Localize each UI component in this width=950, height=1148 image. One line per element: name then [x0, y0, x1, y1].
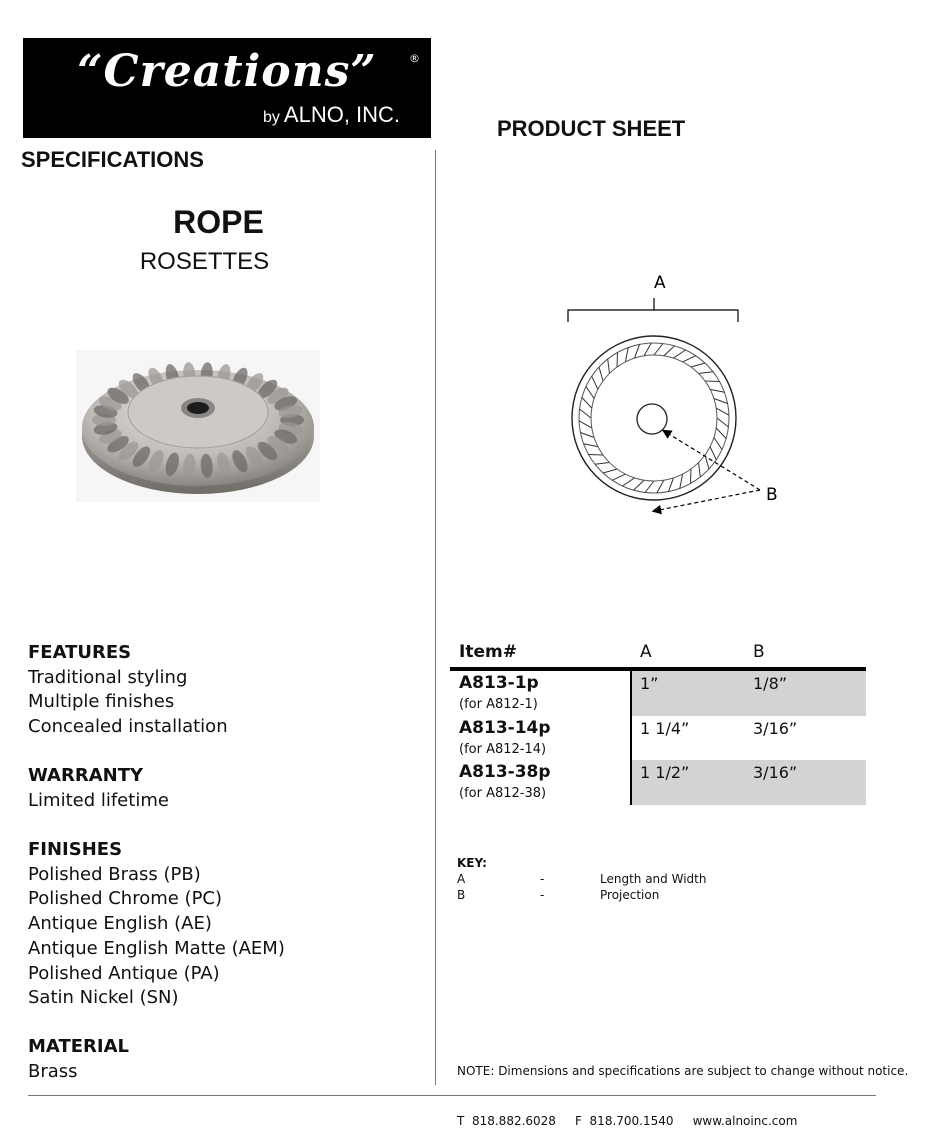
warranty-heading: WARRANTY: [28, 765, 144, 786]
brand-logo: [23, 38, 431, 138]
rope-twist: [680, 474, 683, 488]
rope-twist: [699, 463, 701, 478]
header-item: Item#: [459, 642, 517, 662]
features-section: [28, 641, 228, 740]
disclaimer-note: NOTE: Dimensions and specifications are subject to change without notice.: [457, 1064, 909, 1078]
rope-twist: [584, 444, 598, 447]
value-a: 1 1/4”: [640, 719, 690, 738]
value-b: 1/8”: [753, 674, 788, 693]
rope-twist: [699, 372, 714, 374]
key-dash: -: [540, 888, 545, 902]
rope-twist: [654, 344, 663, 356]
key-letter: B: [457, 888, 466, 902]
logo-registered-mark: ®: [409, 52, 420, 65]
rope-twist: [595, 463, 610, 465]
material-item: Brass: [28, 1060, 78, 1082]
rope-twist: [714, 399, 728, 404]
rope-twist: [716, 408, 729, 415]
rope-twist: [716, 428, 726, 439]
material-heading: MATERIAL: [28, 1036, 129, 1057]
warranty-section: [28, 764, 169, 813]
finish-item: Polished Antique (PA): [28, 962, 220, 984]
item-for: (for A812-14): [459, 742, 547, 757]
diagram-label-b: B: [766, 485, 778, 505]
dimension-diagram: [550, 268, 800, 528]
column-divider: [435, 150, 436, 1085]
rope-twist: [635, 344, 640, 358]
rope-twist: [592, 376, 598, 389]
product-photo: [76, 350, 320, 502]
rope-twist: [625, 348, 628, 362]
finishes-section: [28, 838, 285, 1011]
footer-fax: F 818.700.1540: [575, 1114, 674, 1128]
rope-twist: [645, 481, 654, 493]
item-number: A813-14p: [459, 718, 551, 738]
footer-divider: [28, 1095, 876, 1096]
rope-twist: [580, 433, 594, 438]
table-row: [450, 760, 866, 805]
header-b: B: [753, 642, 765, 662]
rope-twist: [623, 478, 635, 486]
specifications-heading: SPECIFICATIONS: [21, 147, 204, 172]
rope-twist: [608, 359, 610, 374]
key-row: [457, 887, 757, 903]
rope-twist: [586, 387, 594, 399]
rope-twist: [717, 418, 729, 427]
rope-twist: [589, 455, 604, 456]
warranty-item: Limited lifetime: [28, 789, 169, 811]
rope-twist: [669, 478, 674, 492]
item-for: (for A812-38): [459, 786, 547, 801]
rope-twist: [691, 469, 692, 484]
rope-twist: [710, 389, 724, 392]
footer-phone: T 818.882.6028: [457, 1114, 556, 1128]
feature-item: Traditional styling: [28, 666, 188, 688]
footer-contact: [457, 1114, 797, 1128]
feature-item: Concealed installation: [28, 716, 228, 738]
features-heading: FEATURES: [28, 642, 132, 663]
logo-byline: [263, 102, 400, 128]
finish-item: Satin Nickel (SN): [28, 987, 179, 1009]
product-title: ROPE: [173, 204, 264, 240]
rope-twist: [634, 480, 645, 490]
finish-item: Antique English Matte (AEM): [28, 937, 285, 959]
finish-item: Polished Chrome (PC): [28, 888, 223, 910]
table-row: [450, 716, 866, 761]
rope-twist: [579, 421, 592, 428]
rope-twist: [582, 398, 592, 409]
rope-twist: [710, 447, 716, 460]
feature-item: Multiple finishes: [28, 691, 175, 713]
rope-twist: [580, 409, 592, 418]
rope-twist: [617, 353, 618, 368]
key-description: Length and Width: [600, 872, 707, 886]
rope-twist: [674, 350, 686, 358]
product-subtitle: ROSETTES: [139, 248, 270, 275]
diagram-label-a: A: [654, 273, 666, 293]
rope-twist: [691, 363, 705, 367]
finish-item: Polished Brass (PB): [28, 863, 201, 885]
material-section: [28, 1035, 129, 1084]
key-title: KEY:: [457, 856, 487, 870]
key-letter: A: [457, 872, 466, 886]
logo-script: “Creations”: [77, 46, 377, 97]
value-b: 3/16”: [753, 763, 798, 782]
key-row: [457, 871, 757, 887]
key-dash: -: [540, 872, 545, 886]
key-description: Projection: [600, 888, 660, 902]
rope-twist: [683, 356, 696, 362]
rope-twist: [664, 346, 675, 356]
rope-twist: [705, 381, 720, 382]
rope-twist: [599, 367, 603, 381]
header-a: A: [640, 642, 652, 662]
table-row: [450, 671, 866, 716]
logo-company: ALNO, INC.: [283, 102, 401, 127]
footer-web[interactable]: www.alnoinc.com: [692, 1114, 798, 1128]
finishes-heading: FINISHES: [28, 839, 123, 860]
item-number: A813-38p: [459, 762, 551, 782]
value-a: 1 1/2”: [640, 763, 690, 782]
dimension-bracket: [568, 298, 738, 322]
rope-twist: [644, 343, 651, 356]
value-b: 3/16”: [753, 719, 798, 738]
item-number: A813-1p: [459, 673, 539, 693]
logo-by: by: [263, 109, 280, 126]
table-header: [450, 640, 866, 671]
rope-twist: [612, 474, 625, 480]
value-a: 1”: [640, 674, 659, 693]
product-sheet-heading: PRODUCT SHEET: [497, 116, 686, 141]
table-column-divider: [630, 671, 632, 805]
rope-twist: [657, 480, 664, 493]
finish-item: Antique English (AE): [28, 913, 212, 935]
rope-twist: [714, 438, 722, 450]
item-for: (for A812-1): [459, 697, 538, 712]
rope-twist: [603, 469, 617, 473]
key-legend: [457, 855, 757, 903]
